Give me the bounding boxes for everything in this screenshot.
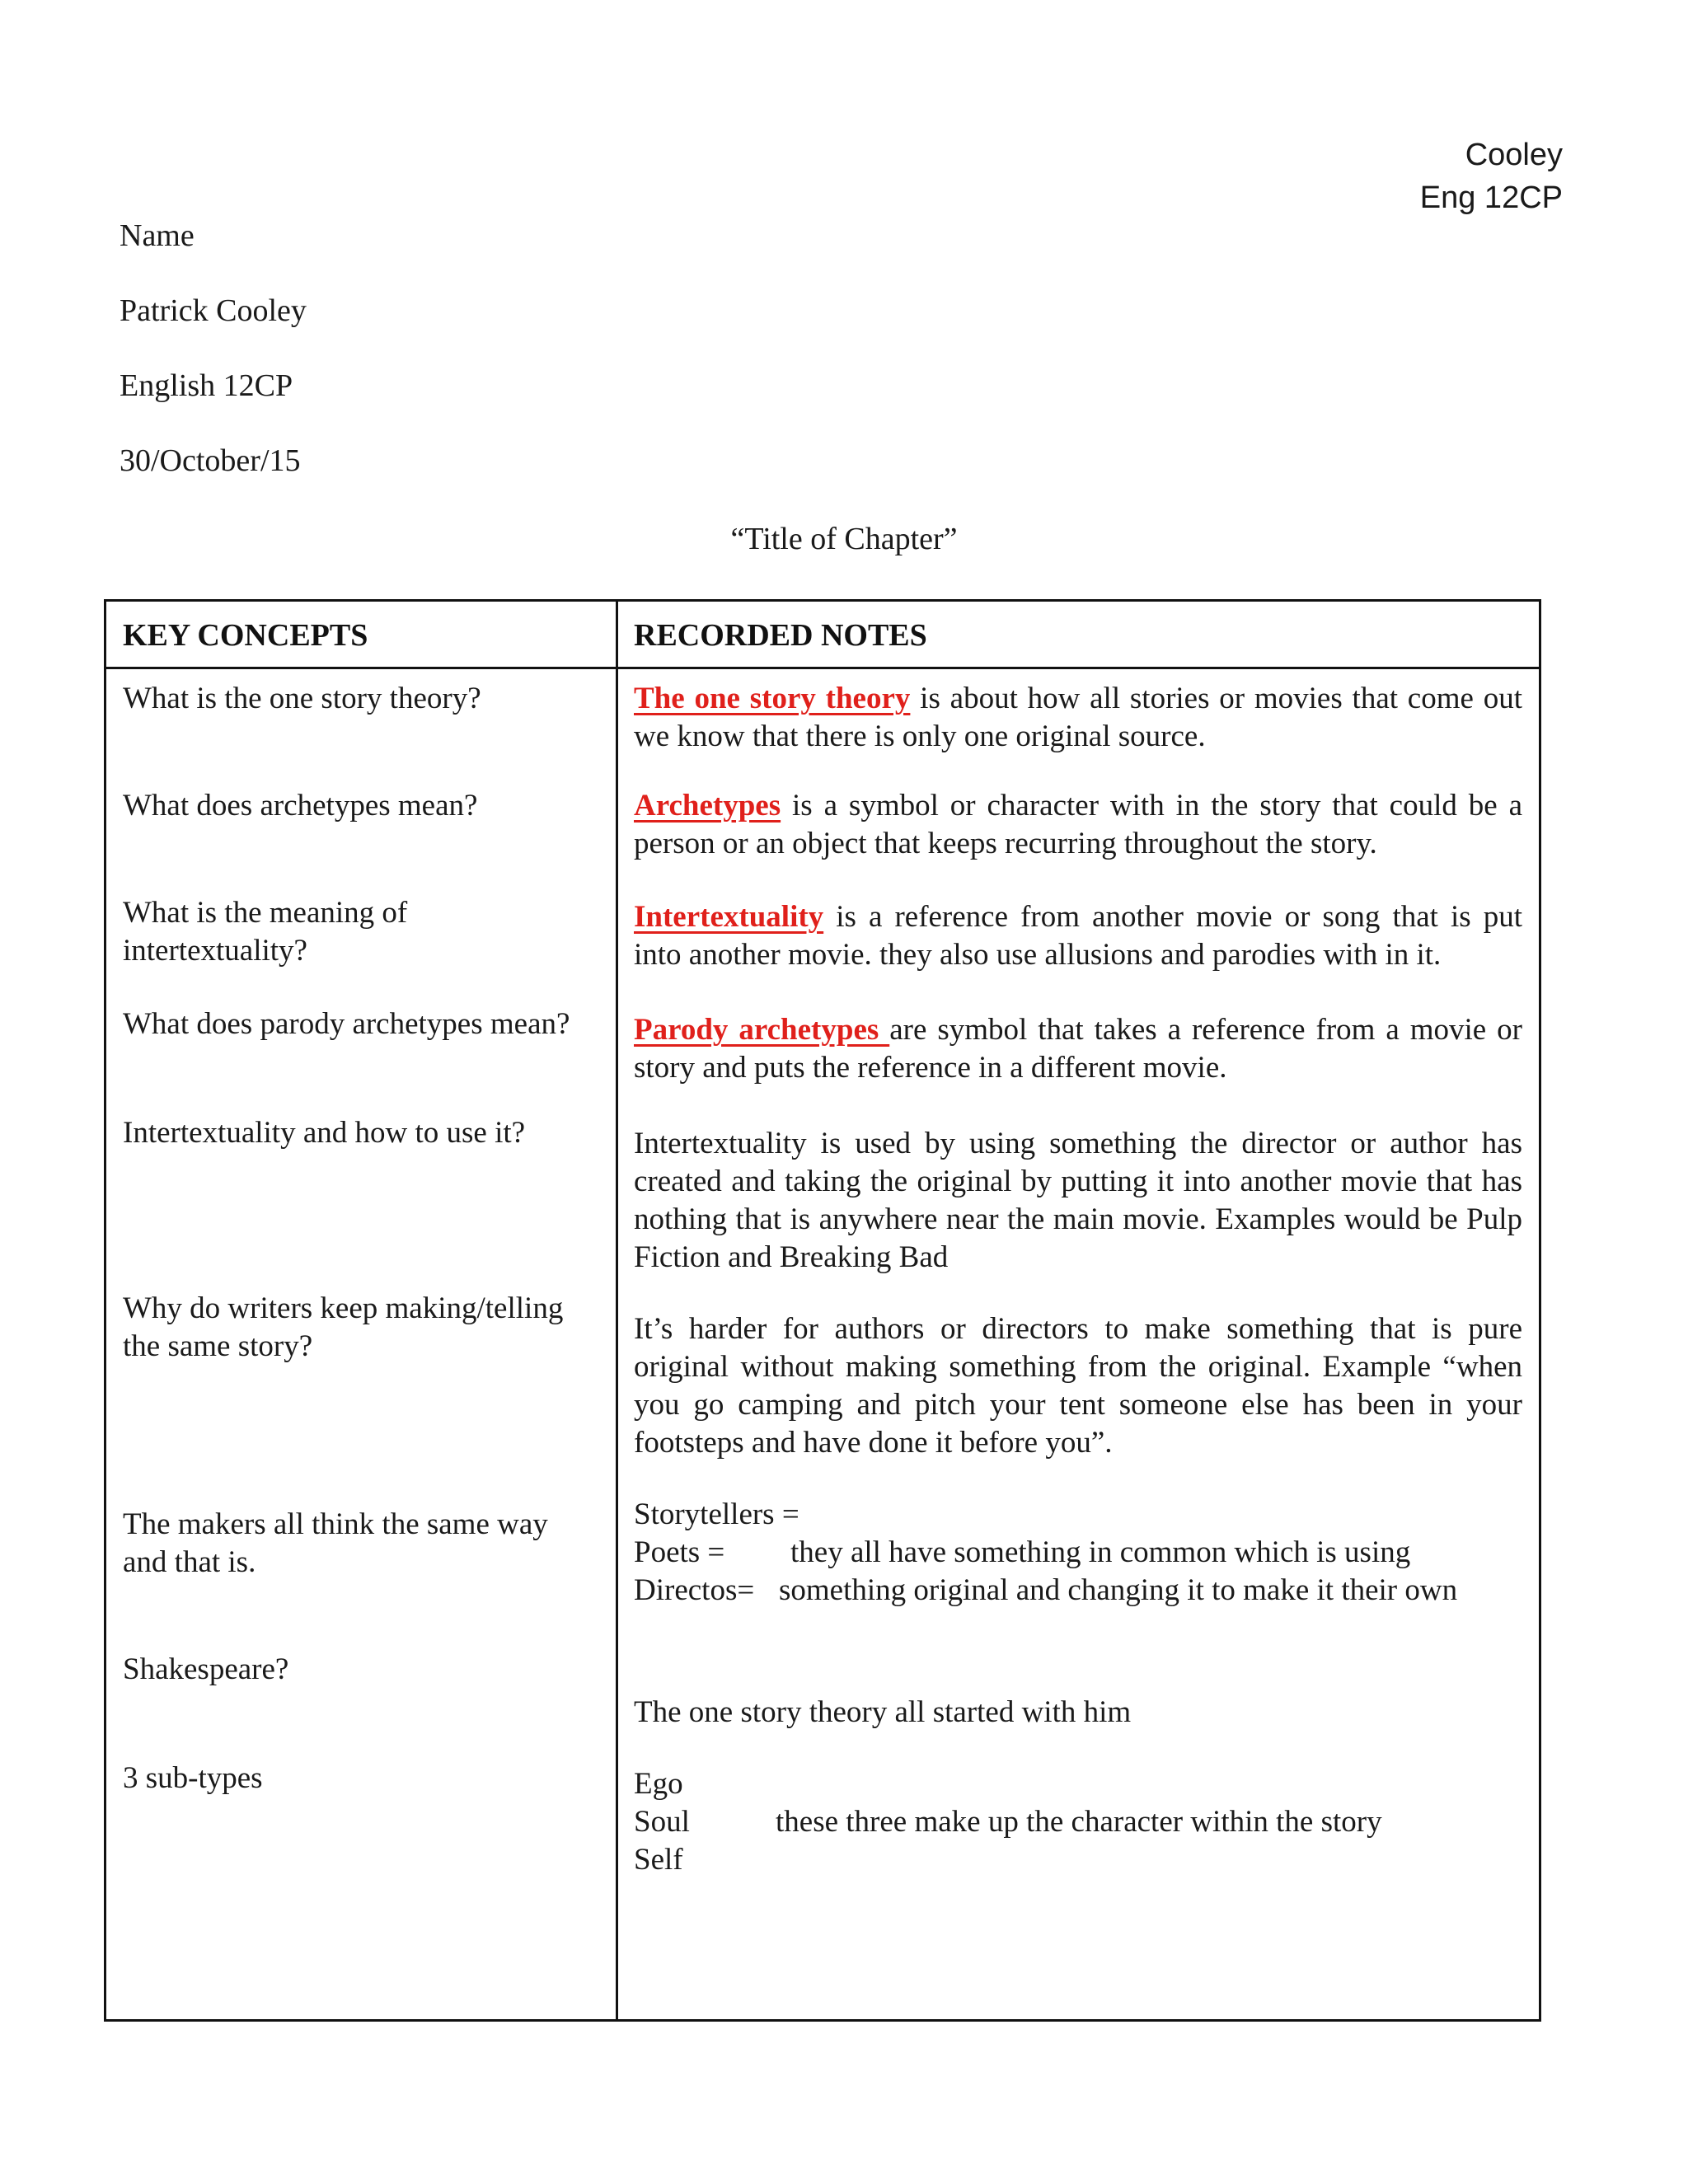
concept-item: What is the one story theory? [123, 682, 481, 715]
note-text: something original and changing it to make it their own [779, 1573, 1458, 1607]
term-highlight: Parody archetypes [634, 1013, 890, 1047]
note-label: Directos= [634, 1573, 755, 1607]
notes-table [104, 599, 1541, 2022]
note-parody-archetypes [634, 1011, 1522, 1087]
class-name: English 12CP [120, 368, 293, 403]
concept-item: Intertextuality and how to use it? [123, 1116, 526, 1150]
note-line [634, 1803, 1522, 1841]
header-author: Cooley [1465, 138, 1563, 172]
header-divider [106, 667, 1539, 669]
note-same-story: It’s harder for authors or directors to make something that is pure original without making something from the original. Example “when you go camping and pitch your tent someone else has been in your footsteps and have done it before you”. [634, 1312, 1522, 1460]
note-line [634, 1572, 1522, 1610]
name-label: Name [120, 218, 195, 253]
note-line: Storytellers = [634, 1497, 799, 1531]
column-divider [616, 602, 618, 2019]
concept-item: Why do writers keep making/telling the same story? [123, 1291, 564, 1363]
note-text: are symbol that takes a reference from a movie or story and puts the reference in a different movie. [634, 1013, 1522, 1085]
key-concepts-header: KEY CONCEPTS [123, 618, 368, 653]
header-course: Eng 12CP [1419, 180, 1563, 215]
note-shakespeare: The one story theory all started with him [634, 1695, 1132, 1729]
note-text: these three make up the character within the story [776, 1805, 1382, 1839]
note-text: they all have something in common which is using [790, 1535, 1411, 1569]
term-highlight: Archetypes [634, 789, 781, 823]
concept-item: What is the meaning of intertextuality? [123, 896, 408, 968]
note-label: Soul [634, 1805, 690, 1839]
term-highlight: Intertextuality [634, 900, 824, 934]
note-line: Self [634, 1843, 683, 1877]
note-intertextuality [634, 898, 1522, 974]
note-one-story-theory [634, 680, 1522, 756]
note-intertextuality-use: Intertextuality is used by using something the director or author has created and taking the original by putting it into another movie that has nothing that is anywhere near the main movie. Examples would be Pulp Fiction and Breaking Bad [634, 1127, 1522, 1274]
concept-item: 3 sub-types [123, 1761, 263, 1795]
term-highlight: The one story theory [634, 682, 911, 715]
concept-item: What does parody archetypes mean? [123, 1007, 570, 1041]
note-text: is a reference from another movie or song that is put into another movie. they also use allusions and parodies with in it. [634, 900, 1522, 972]
date: 30/October/15 [120, 443, 301, 478]
note-label: Poets = [634, 1535, 725, 1569]
recorded-notes-header: RECORDED NOTES [634, 618, 927, 653]
note-archetypes [634, 787, 1522, 863]
chapter-title: “Title of Chapter” [730, 522, 958, 556]
note-text: is about how all stories or movies that come out we know that there is only one original source. [634, 682, 1522, 753]
note-line [634, 1534, 1522, 1572]
note-line: Ego [634, 1767, 683, 1801]
concept-item: What does archetypes mean? [123, 789, 478, 823]
page-header [1420, 134, 1563, 219]
note-makers [634, 1496, 1522, 1610]
student-name: Patrick Cooley [120, 293, 307, 328]
concept-item: The makers all think the same way and that is. [123, 1507, 548, 1579]
note-sub-types [634, 1765, 1522, 1879]
note-text: is a symbol or character with in the story that could be a person or an object that keeps recurring throughout the story. [634, 789, 1522, 860]
concept-item: Shakespeare? [123, 1652, 289, 1686]
